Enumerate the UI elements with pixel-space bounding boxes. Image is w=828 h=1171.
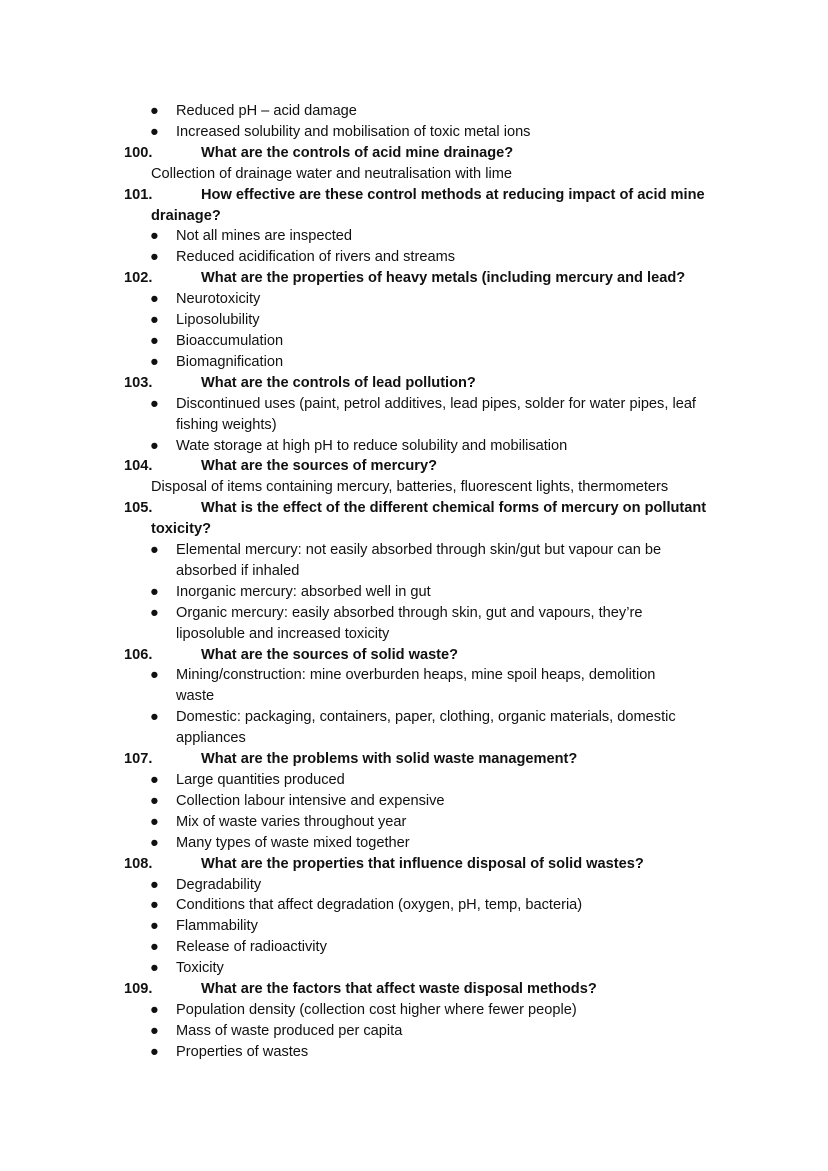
question-text: What are the controls of acid mine drainage? bbox=[201, 144, 514, 161]
bullet-continuation: appliances bbox=[176, 730, 246, 747]
bullet-item bbox=[0, 707, 828, 728]
bullet-text: Reduced pH – acid damage bbox=[176, 103, 357, 119]
bullet-icon: ● bbox=[150, 583, 159, 600]
bullet-icon: ● bbox=[150, 1001, 159, 1018]
bullet-text: Reduced acidification of rivers and streams bbox=[176, 249, 456, 266]
question-line bbox=[0, 456, 828, 477]
bullet-text: Conditions that affect degradation (oxygen, pH, temp, bacteria) bbox=[176, 897, 583, 914]
bullet-text: Mass of waste produced per capita bbox=[176, 1022, 403, 1039]
bullet-icon: ● bbox=[150, 939, 159, 956]
bullet-item bbox=[0, 394, 828, 415]
bullet-text: Biomagnification bbox=[176, 353, 284, 370]
bullet-item bbox=[0, 1042, 828, 1063]
bullet-icon: ● bbox=[150, 897, 159, 914]
question-line bbox=[0, 143, 828, 164]
bullet-item bbox=[0, 436, 828, 457]
bullet-item bbox=[0, 226, 828, 247]
bullet-text: Population density (collection cost higher where fewer people) bbox=[176, 1001, 577, 1018]
question-continuation: toxicity? bbox=[151, 521, 212, 538]
question-number: 106. bbox=[124, 646, 153, 663]
question-text: What are the properties that influence disposal of solid wastes? bbox=[201, 855, 644, 872]
bullet-item bbox=[0, 352, 828, 373]
bullet-continuation: absorbed if inhaled bbox=[176, 562, 300, 579]
question-line bbox=[0, 373, 828, 394]
bullet-continuation: waste bbox=[176, 688, 215, 705]
bullet-icon: ● bbox=[150, 437, 159, 454]
question-text: What are the sources of solid waste? bbox=[201, 646, 459, 663]
bullet-item bbox=[0, 895, 828, 916]
bullet-text: Not all mines are inspected bbox=[176, 228, 353, 245]
bullet-item bbox=[0, 101, 828, 122]
document-page bbox=[0, 101, 828, 1063]
question-number: 105. bbox=[124, 500, 153, 517]
bullet-item bbox=[0, 289, 828, 310]
bullet-text: Bioaccumulation bbox=[176, 332, 284, 349]
question-number: 107. bbox=[124, 751, 153, 768]
bullet-icon: ● bbox=[150, 123, 159, 140]
question-line bbox=[0, 498, 828, 519]
bullet-icon: ● bbox=[150, 103, 159, 119]
bullet-icon: ● bbox=[150, 542, 159, 559]
bullet-text: Properties of wastes bbox=[176, 1043, 309, 1060]
bullet-icon: ● bbox=[150, 604, 159, 621]
bullet-item bbox=[0, 833, 828, 854]
bullet-text: Organic mercury: easily absorbed through skin, gut and vapours, they’re bbox=[176, 604, 643, 621]
bullet-item bbox=[0, 770, 828, 791]
bullet-item bbox=[0, 331, 828, 352]
question-line bbox=[0, 645, 828, 666]
bullet-text: Increased solubility and mobilisation of toxic metal ions bbox=[176, 123, 531, 140]
bullet-text: Liposolubility bbox=[176, 312, 260, 329]
question-text: What is the effect of the different chemical forms of mercury on pollutant bbox=[201, 500, 707, 517]
bullet-icon: ● bbox=[150, 834, 159, 851]
bullet-icon: ● bbox=[150, 918, 159, 935]
bullet-text: Mix of waste varies throughout year bbox=[176, 813, 407, 830]
bullet-icon: ● bbox=[150, 667, 159, 684]
bullet-text: Elemental mercury: not easily absorbed through skin/gut but vapour can be bbox=[176, 542, 662, 559]
question-line bbox=[0, 185, 828, 206]
bullet-text: Inorganic mercury: absorbed well in gut bbox=[176, 583, 431, 600]
bullet-continuation: fishing weights) bbox=[176, 416, 277, 433]
bullet-item bbox=[0, 540, 828, 561]
question-number: 108. bbox=[124, 855, 153, 872]
bullet-item bbox=[0, 665, 828, 686]
bullet-icon: ● bbox=[150, 249, 159, 266]
bullet-text: Release of radioactivity bbox=[176, 939, 327, 956]
question-text: How effective are these control methods at reducing impact of acid mine bbox=[201, 186, 705, 203]
bullet-icon: ● bbox=[150, 709, 159, 726]
bullet-item bbox=[0, 1000, 828, 1021]
bullet-text: Mining/construction: mine overburden heaps, mine spoil heaps, demolition bbox=[176, 667, 656, 684]
bullet-continuation: liposoluble and increased toxicity bbox=[176, 625, 390, 642]
question-number: 104. bbox=[124, 458, 153, 475]
bullet-item bbox=[0, 875, 828, 896]
bullet-icon: ● bbox=[150, 353, 159, 370]
question-line bbox=[0, 268, 828, 289]
question-continuation: drainage? bbox=[151, 207, 221, 224]
question-text: What are the properties of heavy metals (including mercury and lead? bbox=[201, 270, 686, 287]
bullet-icon: ● bbox=[150, 1043, 159, 1060]
question-text: What are the sources of mercury? bbox=[201, 458, 438, 475]
bullet-item bbox=[0, 791, 828, 812]
answer-text: Disposal of items containing mercury, batteries, fluorescent lights, thermometers bbox=[151, 479, 669, 496]
question-line bbox=[0, 749, 828, 770]
bullet-item bbox=[0, 122, 828, 143]
bullet-text: Collection labour intensive and expensive bbox=[176, 792, 445, 809]
bullet-icon: ● bbox=[150, 312, 159, 329]
question-line bbox=[0, 854, 828, 875]
bullet-text: Wate storage at high pH to reduce solubility and mobilisation bbox=[176, 437, 568, 454]
bullet-icon: ● bbox=[150, 960, 159, 977]
question-number: 101. bbox=[124, 186, 153, 203]
bullet-icon: ● bbox=[150, 792, 159, 809]
question-number: 103. bbox=[124, 374, 153, 391]
question-number: 100. bbox=[124, 144, 153, 161]
bullet-item bbox=[0, 582, 828, 603]
bullet-text: Neurotoxicity bbox=[176, 291, 261, 308]
answer-text: Collection of drainage water and neutralisation with lime bbox=[151, 165, 512, 182]
question-text: What are the factors that affect waste disposal methods? bbox=[201, 981, 597, 998]
bullet-icon: ● bbox=[150, 772, 159, 788]
bullet-item bbox=[0, 916, 828, 937]
question-number: 109. bbox=[124, 981, 153, 998]
bullet-text: Flammability bbox=[176, 918, 258, 935]
question-text: What are the controls of lead pollution? bbox=[201, 374, 476, 391]
question-number: 102. bbox=[124, 270, 153, 287]
bullet-item bbox=[0, 247, 828, 268]
bullet-item bbox=[0, 1021, 828, 1042]
bullet-text: Domestic: packaging, containers, paper, clothing, organic materials, domestic bbox=[176, 709, 676, 726]
bullet-icon: ● bbox=[150, 332, 159, 349]
bullet-item bbox=[0, 812, 828, 833]
bullet-icon: ● bbox=[150, 1022, 159, 1039]
bullet-icon: ● bbox=[150, 813, 159, 830]
bullet-text: Large quantities produced bbox=[176, 772, 345, 788]
bullet-item bbox=[0, 958, 828, 979]
bullet-text: Toxicity bbox=[176, 960, 224, 977]
bullet-text: Degradability bbox=[176, 876, 262, 893]
bullet-icon: ● bbox=[150, 395, 159, 412]
bullet-icon: ● bbox=[150, 876, 159, 893]
bullet-text: Discontinued uses (paint, petrol additives, lead pipes, solder for water pipes, leaf bbox=[176, 395, 696, 412]
bullet-item bbox=[0, 603, 828, 624]
bullet-icon: ● bbox=[150, 228, 159, 245]
bullet-item bbox=[0, 310, 828, 331]
question-line bbox=[0, 979, 828, 1000]
bullet-icon: ● bbox=[150, 291, 159, 308]
bullet-item bbox=[0, 937, 828, 958]
question-text: What are the problems with solid waste management? bbox=[201, 751, 578, 768]
bullet-text: Many types of waste mixed together bbox=[176, 834, 410, 851]
